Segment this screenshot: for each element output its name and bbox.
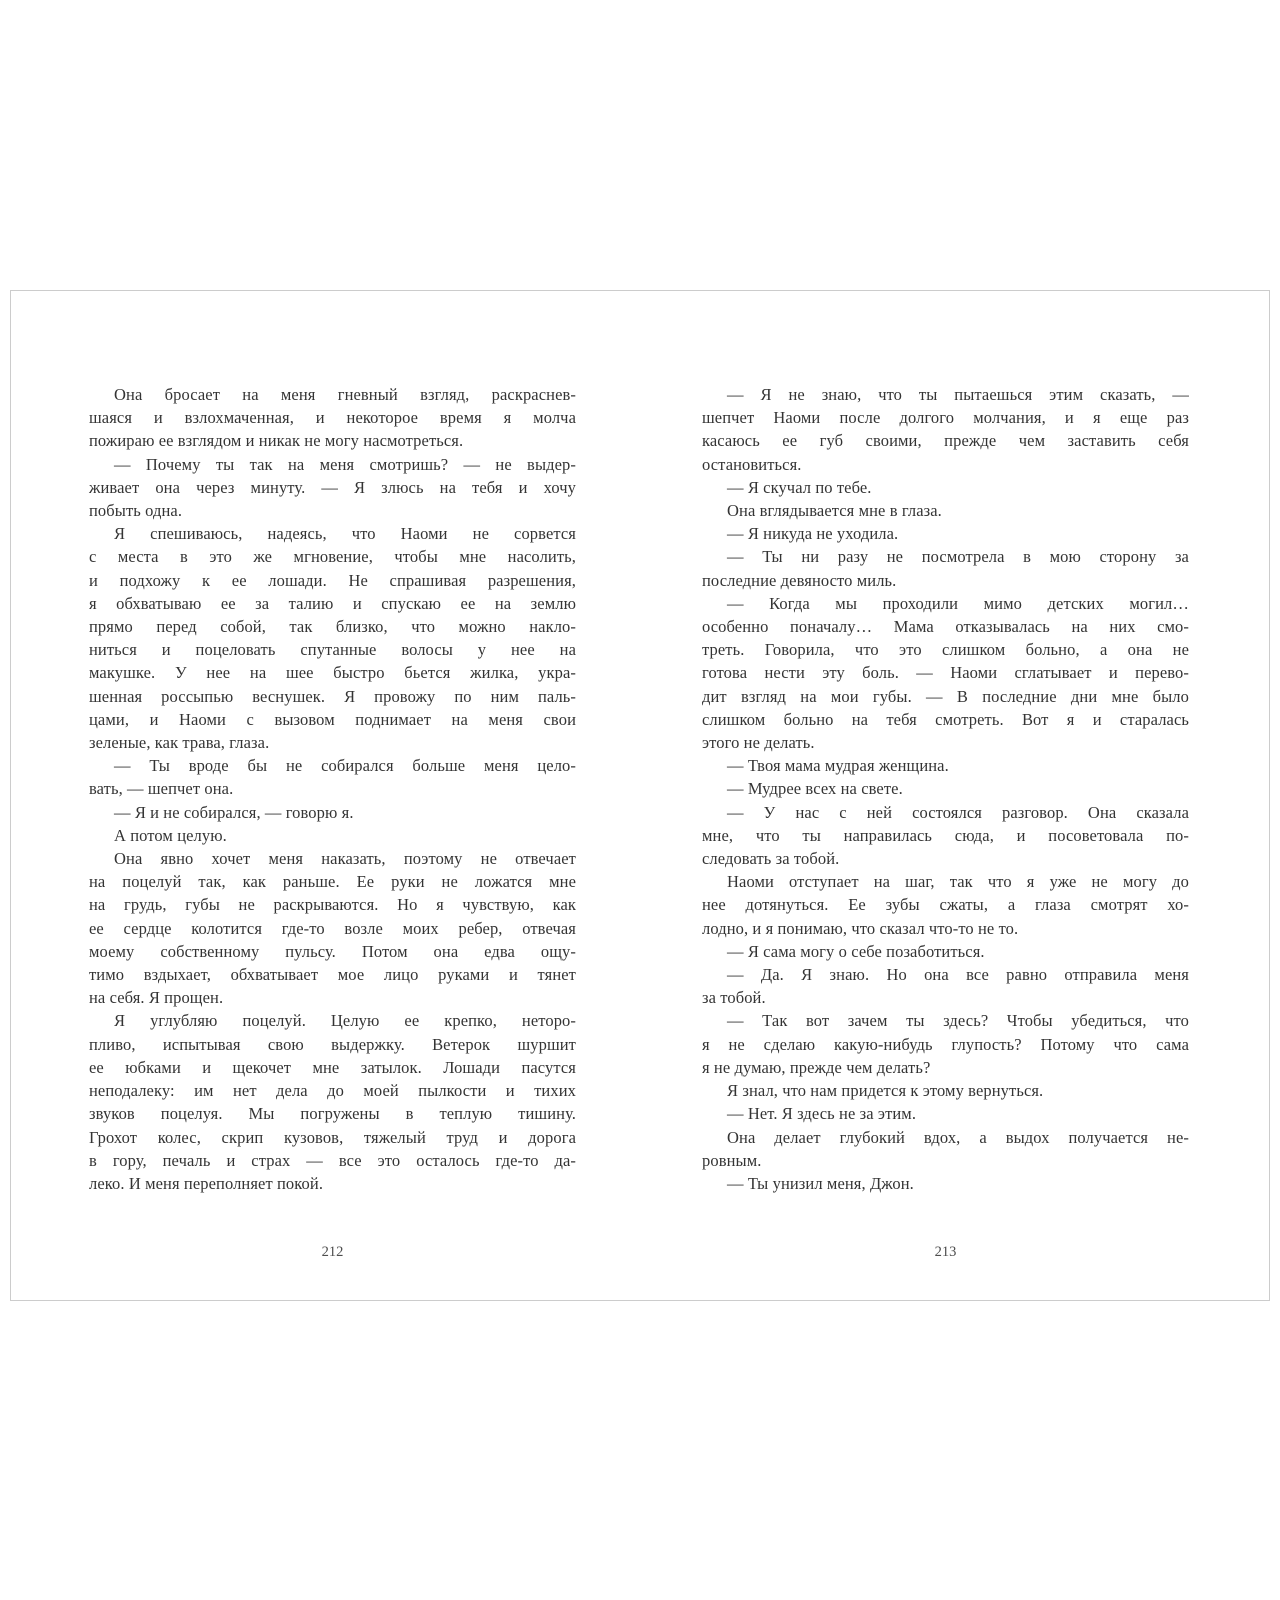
- text-line: живает она через минуту. — Я злюсь на тебя и хочу: [89, 477, 576, 497]
- text-line: этого не делать.: [702, 733, 815, 753]
- paragraph: [702, 545, 1189, 591]
- text-line: нее дотянуться. Ее зубы сжаты, а глаза смотрят хо-: [702, 895, 1189, 915]
- text-line: ровным.: [702, 1150, 762, 1170]
- text-line: на себя. Я прощен.: [89, 988, 224, 1008]
- text-line: Она делает глубокий вдох, а выдох получается не-: [727, 1127, 1189, 1147]
- page-right-text-column: [702, 383, 1189, 1195]
- text-line: я не сделаю какую-нибудь глупость? Потому что сама: [702, 1034, 1189, 1054]
- text-line: — Нет. Я здесь не за этим.: [727, 1104, 917, 1124]
- paragraph: [89, 847, 576, 1009]
- paragraph: [89, 824, 576, 847]
- paragraph: [89, 383, 576, 453]
- text-line: дит взгляд на мои губы. — В последние дни мне было: [702, 686, 1189, 706]
- text-line: прямо перед собой, так близко, что можно накло-: [89, 617, 576, 637]
- text-line: треть. Говорила, что это слишком больно, а она не: [702, 640, 1189, 660]
- text-line: остановиться.: [702, 454, 802, 474]
- paragraph: [702, 1126, 1189, 1172]
- text-line: неподалеку: им нет дела до моей пылкости и тихих: [89, 1081, 576, 1101]
- book-spread-frame: [10, 290, 1270, 1301]
- text-line: касаюсь ее губ своими, прежде чем заставить себя: [702, 431, 1189, 451]
- text-line: тимо вздыхает, обхватывает мое лицо руками и тянет: [89, 965, 576, 985]
- text-line: звуков поцелуя. Мы погружены в теплую тишину.: [89, 1104, 576, 1124]
- paragraph: [702, 801, 1189, 871]
- text-line: побыть одна.: [89, 501, 183, 521]
- page-right-number: 213: [934, 1244, 957, 1260]
- text-line: пожираю ее взглядом и никак не могу насмотреться.: [89, 431, 464, 451]
- text-line: шепчет Наоми после долгого молчания, и я еще раз: [702, 408, 1189, 428]
- text-line: Она вглядывается мне в глаза.: [727, 501, 942, 521]
- text-line: я не думаю, прежде чем делать?: [702, 1057, 931, 1077]
- text-line: — Я сама могу о себе позаботиться.: [727, 941, 985, 961]
- paragraph: [702, 1172, 1189, 1195]
- text-line: в гору, печаль и страх — все это осталось где-то да-: [89, 1150, 576, 1170]
- text-line: макушке. У нее на шее быстро бьется жилка, укра-: [89, 663, 576, 683]
- page-left-number: 212: [321, 1244, 344, 1260]
- text-line: ее юбками и щекочет мне затылок. Лошади пасутся: [89, 1057, 576, 1077]
- text-line: я обхватываю ее за талию и спускаю ее на землю: [89, 593, 576, 613]
- text-line: — Ты унизил меня, Джон.: [727, 1173, 914, 1193]
- text-line: с места в это же мгновение, чтобы мне насолить,: [89, 547, 576, 567]
- text-line: и подхожу к ее лошади. Не спрашивая разрешения,: [89, 570, 576, 590]
- paragraph: [702, 963, 1189, 1009]
- paragraph: [702, 777, 1189, 800]
- text-line: Наоми отступает на шаг, так что я уже не могу до: [727, 872, 1189, 892]
- paragraph: [702, 754, 1189, 777]
- text-line: — Ты вроде бы не собирался больше меня цело-: [114, 756, 576, 776]
- text-line: — Так вот зачем ты здесь? Чтобы убедиться, что: [727, 1011, 1189, 1031]
- paragraph: [89, 1009, 576, 1195]
- text-line: готова нести эту боль. — Наоми сглатывает и перево-: [702, 663, 1189, 683]
- text-line: — Когда мы проходили мимо детских могил…: [727, 593, 1189, 613]
- text-line: Она бросает на меня гневный взгляд, раскраснев-: [114, 385, 576, 404]
- text-line: А потом целую.: [114, 825, 227, 845]
- paragraph: [702, 592, 1189, 754]
- text-line: ниться и поцеловать спутанные волосы у нее на: [89, 640, 576, 660]
- paragraph: [89, 754, 576, 800]
- text-line: Грохот колес, скрип кузовов, тяжелый труд и дорога: [89, 1127, 576, 1147]
- text-line: — Да. Я знаю. Но она все равно отправила меня: [727, 965, 1189, 985]
- text-line: — Я скучал по тебе.: [727, 477, 872, 497]
- text-line: Я спешиваюсь, надеясь, что Наоми не сорвется: [114, 524, 576, 544]
- text-line: пливо, испытывая свою выдержку. Ветерок шуршит: [89, 1034, 576, 1054]
- text-line: на грудь, губы не раскрываются. Но я чувствую, как: [89, 895, 576, 915]
- paragraph: [702, 522, 1189, 545]
- text-line: зеленые, как трава, глаза.: [89, 733, 270, 753]
- text-line: — Я никуда не уходила.: [727, 524, 899, 544]
- text-line: леко. И меня переполняет покой.: [89, 1173, 324, 1193]
- paragraph: [702, 499, 1189, 522]
- text-line: Она явно хочет меня наказать, поэтому не отвечает: [114, 849, 576, 869]
- text-line: последние девяносто миль.: [702, 570, 897, 590]
- text-line: мне, что ты направилась сюда, и посоветовала по-: [702, 825, 1189, 845]
- paragraph: [702, 383, 1189, 476]
- text-line: — Твоя мама мудрая женщина.: [727, 756, 949, 776]
- text-line: — Мудрее всех на свете.: [727, 779, 903, 799]
- text-line: — Ты ни разу не посмотрела в мою сторону за: [727, 547, 1189, 567]
- paragraph: [702, 1102, 1189, 1125]
- text-line: Я углубляю поцелуй. Целую ее крепко, неторо-: [114, 1011, 576, 1031]
- text-line: за тобой.: [702, 988, 766, 1008]
- paragraph: [702, 1009, 1189, 1079]
- text-line: особенно поначалу… Мама отказывалась на них смо-: [702, 617, 1189, 637]
- paragraph: [89, 801, 576, 824]
- page-left-text-column: [89, 383, 576, 1195]
- text-line: — Почему ты так на меня смотришь? — не выдер-: [114, 454, 576, 474]
- text-line: на поцелуй так, как раньше. Ее руки не ложатся мне: [89, 872, 576, 892]
- paragraph: [89, 453, 576, 523]
- paragraph: [702, 870, 1189, 940]
- text-line: моему собственному пульсу. Потом она едва ощу-: [89, 941, 576, 961]
- text-line: шенная россыпью веснушек. Я провожу по ним паль-: [89, 686, 576, 706]
- paragraph: [702, 1079, 1189, 1102]
- text-line: слишком больно на тебя смотреть. Вот я и старалась: [702, 709, 1189, 729]
- text-line: цами, и Наоми с вызовом поднимает на меня свои: [89, 709, 576, 729]
- paragraph: [89, 522, 576, 754]
- text-line: Я знал, что нам придется к этому вернуться.: [727, 1081, 1044, 1101]
- text-line: — У нас с ней состоялся разговор. Она сказала: [727, 802, 1189, 822]
- text-line: лодно, и я понимаю, что сказал что-то не то.: [702, 918, 1019, 938]
- text-line: ее сердце колотится где-то возле моих ребер, отвечая: [89, 918, 576, 938]
- paragraph: [702, 476, 1189, 499]
- text-line: — Я и не собирался, — говорю я.: [114, 802, 354, 822]
- text-line: вать, — шепчет она.: [89, 779, 234, 799]
- paragraph: [702, 940, 1189, 963]
- text-line: шаяся и взлохмаченная, и некоторое время я молча: [89, 408, 576, 428]
- text-line: следовать за тобой.: [702, 849, 840, 869]
- text-line: — Я не знаю, что ты пытаешься этим сказать, —: [727, 385, 1189, 404]
